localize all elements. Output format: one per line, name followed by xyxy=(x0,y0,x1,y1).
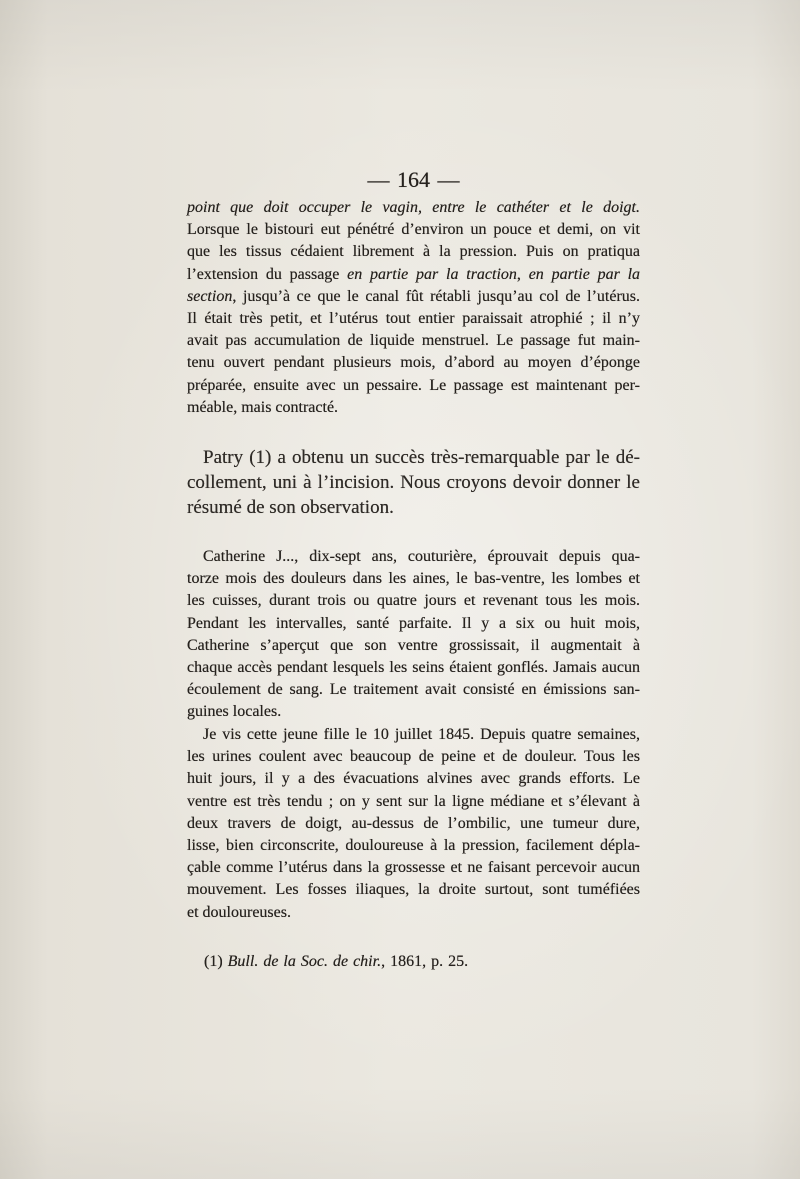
paragraph-case-history xyxy=(187,546,640,724)
paragraph-patry xyxy=(187,445,640,520)
text-line: torze mois des douleurs dans les aines, le bas-ventre, les lombes et xyxy=(187,570,640,588)
text-line: avait pas accumulation de liquide menstruel. Le passage fut main- xyxy=(187,332,640,350)
italic-text: section xyxy=(187,287,233,305)
text-line: çable comme l’utérus dans la grossesse et ne faisant percevoir aucun xyxy=(187,859,640,877)
text-line: lisse, bien circonscrite, douloureuse à la pression, facilement dépla- xyxy=(187,837,640,855)
text-line: Lorsque le bistouri eut pénétré d’environ un pouce et demi, on vit xyxy=(187,221,640,239)
italic-text: en partie par la xyxy=(528,265,641,283)
footnote xyxy=(187,951,640,973)
text-line: tenu ouvert pendant plusieurs mois, d’abord au moyen d’éponge xyxy=(187,354,640,372)
text-line: Patry (1) a obtenu un succès très-remarquable par le dé- xyxy=(203,447,640,468)
italic-text: point que doit occuper le vagin, entre le cathéter et le doigt. xyxy=(187,199,640,216)
text-line: Pendant les intervalles, santé parfaite. Il y a six ou huit mois, xyxy=(187,614,640,632)
text-line: Il était très petit, et l’utérus tout entier paraissait atrophié ; il n’y xyxy=(187,310,640,328)
text-line xyxy=(187,197,640,219)
text-line: et douloureuses. xyxy=(187,903,291,921)
text-run: , 1861, p. 25. xyxy=(381,953,469,970)
text-line xyxy=(187,951,640,973)
text-line: écoulement de sang. Le traitement avait consisté en émissions san- xyxy=(187,681,640,699)
italic-text: en partie par la traction xyxy=(347,265,517,283)
text-line: résumé de son observation. xyxy=(187,497,394,518)
text-line: ventre est très tendu ; on y sent sur la ligne médiane et s’élevant à xyxy=(187,792,640,810)
text-line: les cuisses, durant trois ou quatre jours et revenant tous les mois. xyxy=(187,592,640,610)
text-line: deux travers de doigt, au-dessus de l’ombilic, une tumeur dure, xyxy=(187,814,640,832)
text-line: Je vis cette jeune fille le 10 juillet 1845. Depuis quatre semaines, xyxy=(203,726,640,743)
text-run: , xyxy=(516,265,529,283)
paragraph-examination xyxy=(187,724,640,924)
text-run: , jusqu’à ce que le canal fût rétabli jusqu’au col de l’utérus. xyxy=(232,287,640,305)
paragraph-continuation xyxy=(187,197,640,419)
text-line xyxy=(187,264,640,286)
text-run: l’extension du passage xyxy=(187,265,348,283)
text-line xyxy=(187,286,640,308)
text-line: préparée, ensuite avec un pessaire. Le passage est maintenant per- xyxy=(187,376,640,394)
text-line: chaque accès pendant lesquels les seins étaient gonflés. Jamais aucun xyxy=(187,659,640,677)
text-line: Catherine J..., dix-sept ans, couturière, éprouvait depuis qua- xyxy=(203,548,640,565)
text-line: mouvement. Les fosses iliaques, la droite surtout, sont tuméfiées xyxy=(187,881,640,899)
page-number: — 164 — xyxy=(367,167,460,192)
text-run: (1) xyxy=(204,953,228,970)
text-line: les urines coulent avec beaucoup de peine et de douleur. Tous les xyxy=(187,748,640,766)
italic-text: Bull. de la Soc. de chir. xyxy=(227,953,382,970)
text-line: collement, uni à l’incision. Nous croyons devoir donner le xyxy=(187,472,640,493)
text-line: méable, mais contracté. xyxy=(187,398,339,416)
text-line: Catherine s’aperçut que son ventre grossissait, il augmentait à xyxy=(187,636,640,654)
text-line: huit jours, il y a des évacuations alvines avec grands efforts. Le xyxy=(187,770,640,788)
text-line: guines locales. xyxy=(187,703,282,721)
text-line: que les tissus cédaient librement à la pression. Puis on pratiqua xyxy=(187,243,640,261)
